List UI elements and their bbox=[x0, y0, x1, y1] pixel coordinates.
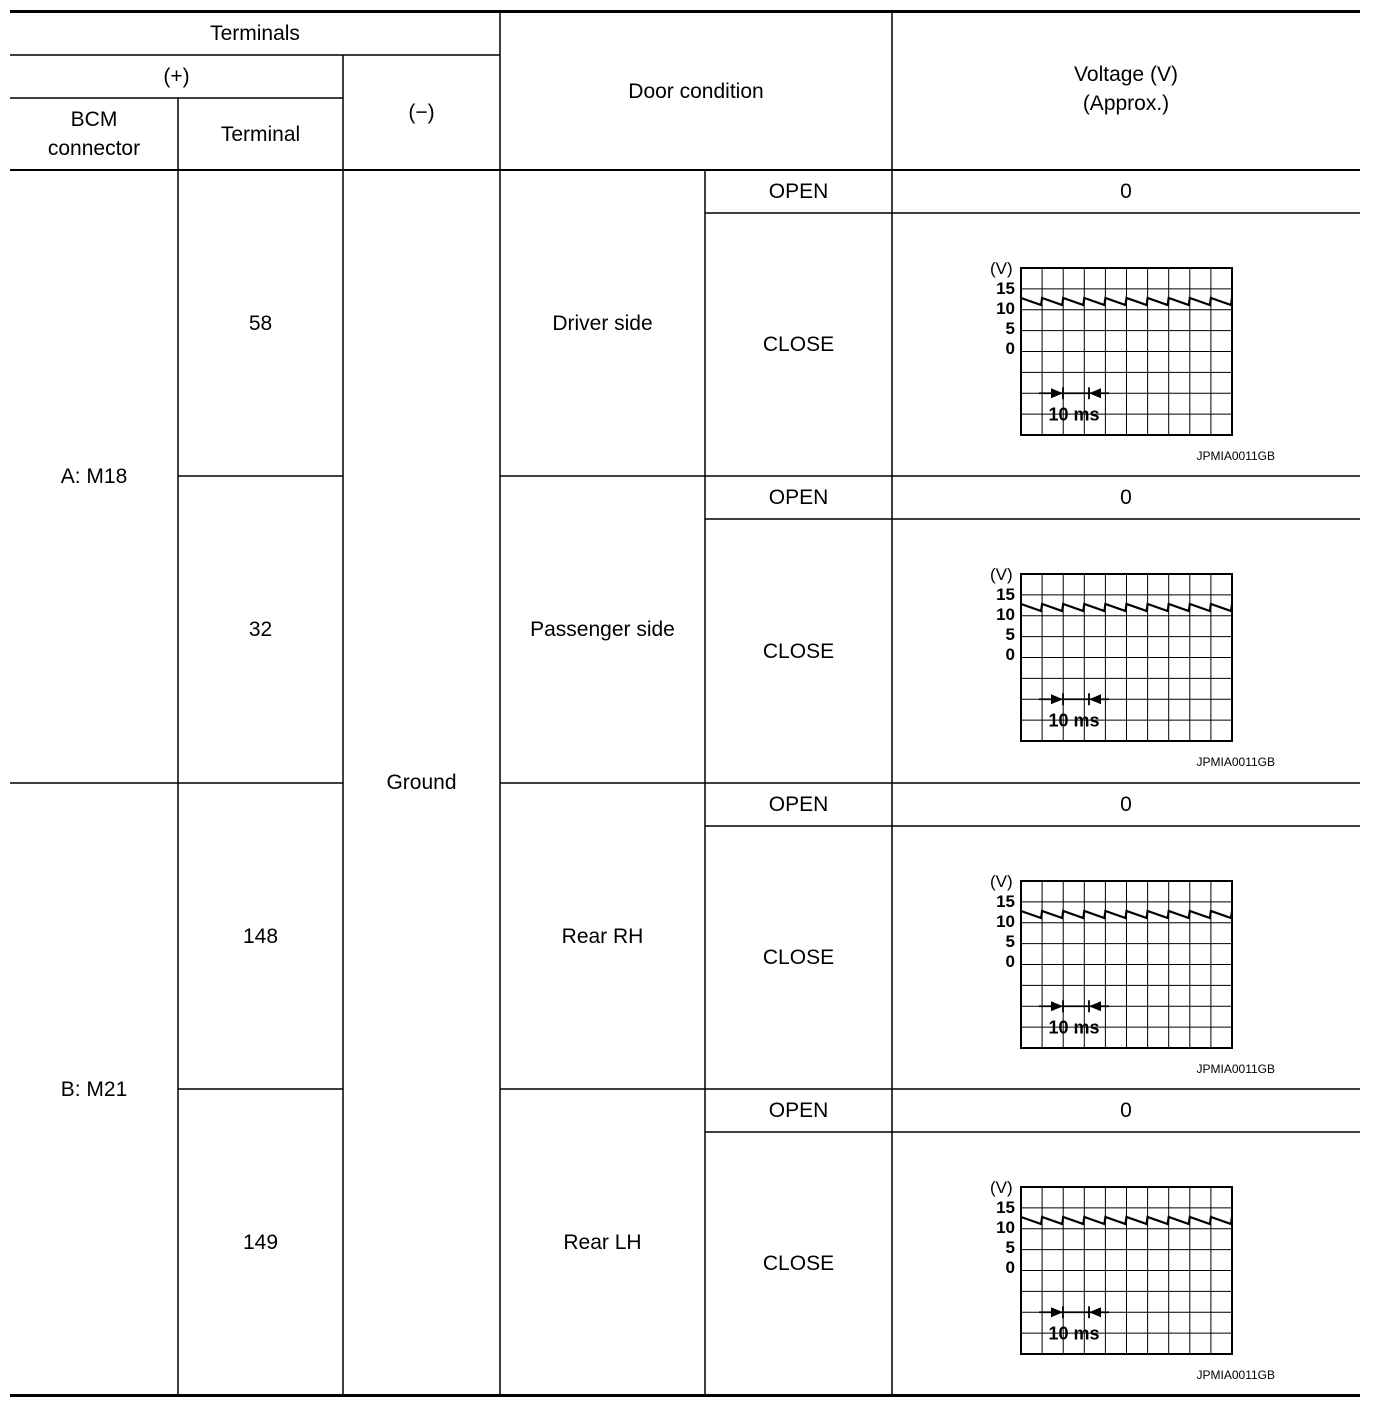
connector-a: A: M18 bbox=[60, 465, 128, 488]
waveform-svg bbox=[892, 1132, 1360, 1395]
close-label: CLOSE bbox=[762, 333, 835, 356]
open-label: OPEN bbox=[768, 793, 829, 816]
header-bcm-line1: BCM bbox=[70, 108, 118, 131]
waveform-unit-label: (V) bbox=[990, 565, 1013, 584]
waveform-signal bbox=[1021, 604, 1232, 611]
header-voltage bbox=[892, 58, 1360, 120]
terminal-number: 58 bbox=[248, 311, 273, 335]
time-scale-label: 10 ms bbox=[1048, 404, 1100, 425]
figure-id: JPMIA0011GB bbox=[1196, 755, 1275, 769]
terminal-number: 149 bbox=[242, 1230, 279, 1254]
waveform-signal bbox=[1021, 1217, 1232, 1224]
header-bcm-connector bbox=[10, 98, 178, 170]
waveform-y-label: 10 bbox=[996, 912, 1015, 931]
figure-id: JPMIA0011GB bbox=[1196, 1062, 1275, 1076]
waveform-y-label: 15 bbox=[996, 1198, 1015, 1217]
waveform-y-label: 0 bbox=[1005, 1258, 1015, 1277]
door-side: Rear LH bbox=[563, 1230, 642, 1254]
close-label: CLOSE bbox=[762, 1252, 835, 1275]
waveform-y-label: 0 bbox=[1005, 339, 1015, 358]
time-scale-label: 10 ms bbox=[1048, 1323, 1100, 1344]
door-side: Rear RH bbox=[561, 924, 644, 948]
header-terminal: Terminal bbox=[220, 122, 301, 146]
waveform-y-label: 10 bbox=[996, 605, 1015, 624]
ground-cell: Ground bbox=[386, 771, 457, 794]
open-label: OPEN bbox=[768, 1099, 829, 1122]
waveform-y-label: 10 bbox=[996, 299, 1015, 318]
waveform-y-label: 0 bbox=[1005, 952, 1015, 971]
time-scale-marker bbox=[1039, 693, 1109, 705]
header-minus: (−) bbox=[408, 101, 435, 124]
waveform-unit-label: (V) bbox=[990, 1178, 1013, 1197]
waveform-unit-label: (V) bbox=[990, 259, 1013, 278]
terminal-number: 32 bbox=[248, 618, 273, 641]
waveform-figure bbox=[892, 213, 1360, 476]
close-label: CLOSE bbox=[762, 946, 835, 969]
waveform-y-label: 5 bbox=[1005, 625, 1015, 644]
open-voltage: 0 bbox=[1120, 1099, 1132, 1122]
waveform-signal bbox=[1021, 911, 1232, 918]
time-scale-marker bbox=[1039, 387, 1109, 399]
time-scale-marker bbox=[1039, 1000, 1109, 1012]
waveform-signal bbox=[1021, 298, 1232, 305]
header-voltage-line1: Voltage (V) bbox=[1074, 63, 1178, 86]
door-side: Driver side bbox=[552, 311, 653, 335]
waveform-svg bbox=[892, 519, 1360, 783]
waveform-figure bbox=[892, 519, 1360, 783]
waveform-y-label: 5 bbox=[1005, 1238, 1015, 1257]
waveform-y-label: 5 bbox=[1005, 932, 1015, 951]
open-label: OPEN bbox=[768, 180, 829, 203]
time-scale-label: 10 ms bbox=[1048, 710, 1100, 731]
door-side: Passenger side bbox=[530, 618, 675, 641]
open-voltage: 0 bbox=[1120, 180, 1132, 203]
close-label: CLOSE bbox=[762, 639, 835, 663]
waveform-y-label: 0 bbox=[1005, 645, 1015, 664]
header-door-condition: Door condition bbox=[628, 79, 764, 103]
waveform-unit-label: (V) bbox=[990, 872, 1013, 891]
open-voltage: 0 bbox=[1120, 486, 1132, 509]
header-bcm-line2: connector bbox=[47, 137, 141, 160]
waveform-y-label: 5 bbox=[1005, 319, 1015, 338]
figure-id: JPMIA0011GB bbox=[1196, 449, 1275, 463]
open-label: OPEN bbox=[768, 486, 829, 509]
waveform-y-label: 10 bbox=[996, 1218, 1015, 1237]
header-voltage-line2: (Approx.) bbox=[1082, 92, 1170, 115]
time-scale-marker bbox=[1039, 1306, 1109, 1318]
header-terminals: Terminals bbox=[210, 22, 300, 45]
header-plus: (+) bbox=[163, 65, 190, 88]
waveform-y-label: 15 bbox=[996, 892, 1015, 911]
waveform-y-label: 15 bbox=[996, 279, 1015, 298]
connector-b: B: M21 bbox=[60, 1077, 128, 1101]
time-scale-label: 10 ms bbox=[1048, 1017, 1100, 1038]
waveform-svg bbox=[892, 826, 1360, 1089]
figure-id: JPMIA0011GB bbox=[1196, 1368, 1275, 1382]
waveform-y-label: 15 bbox=[996, 585, 1015, 604]
terminal-number: 148 bbox=[242, 924, 279, 948]
waveform-figure bbox=[892, 826, 1360, 1089]
open-voltage: 0 bbox=[1120, 793, 1132, 816]
waveform-figure bbox=[892, 1132, 1360, 1395]
waveform-svg bbox=[892, 213, 1360, 476]
